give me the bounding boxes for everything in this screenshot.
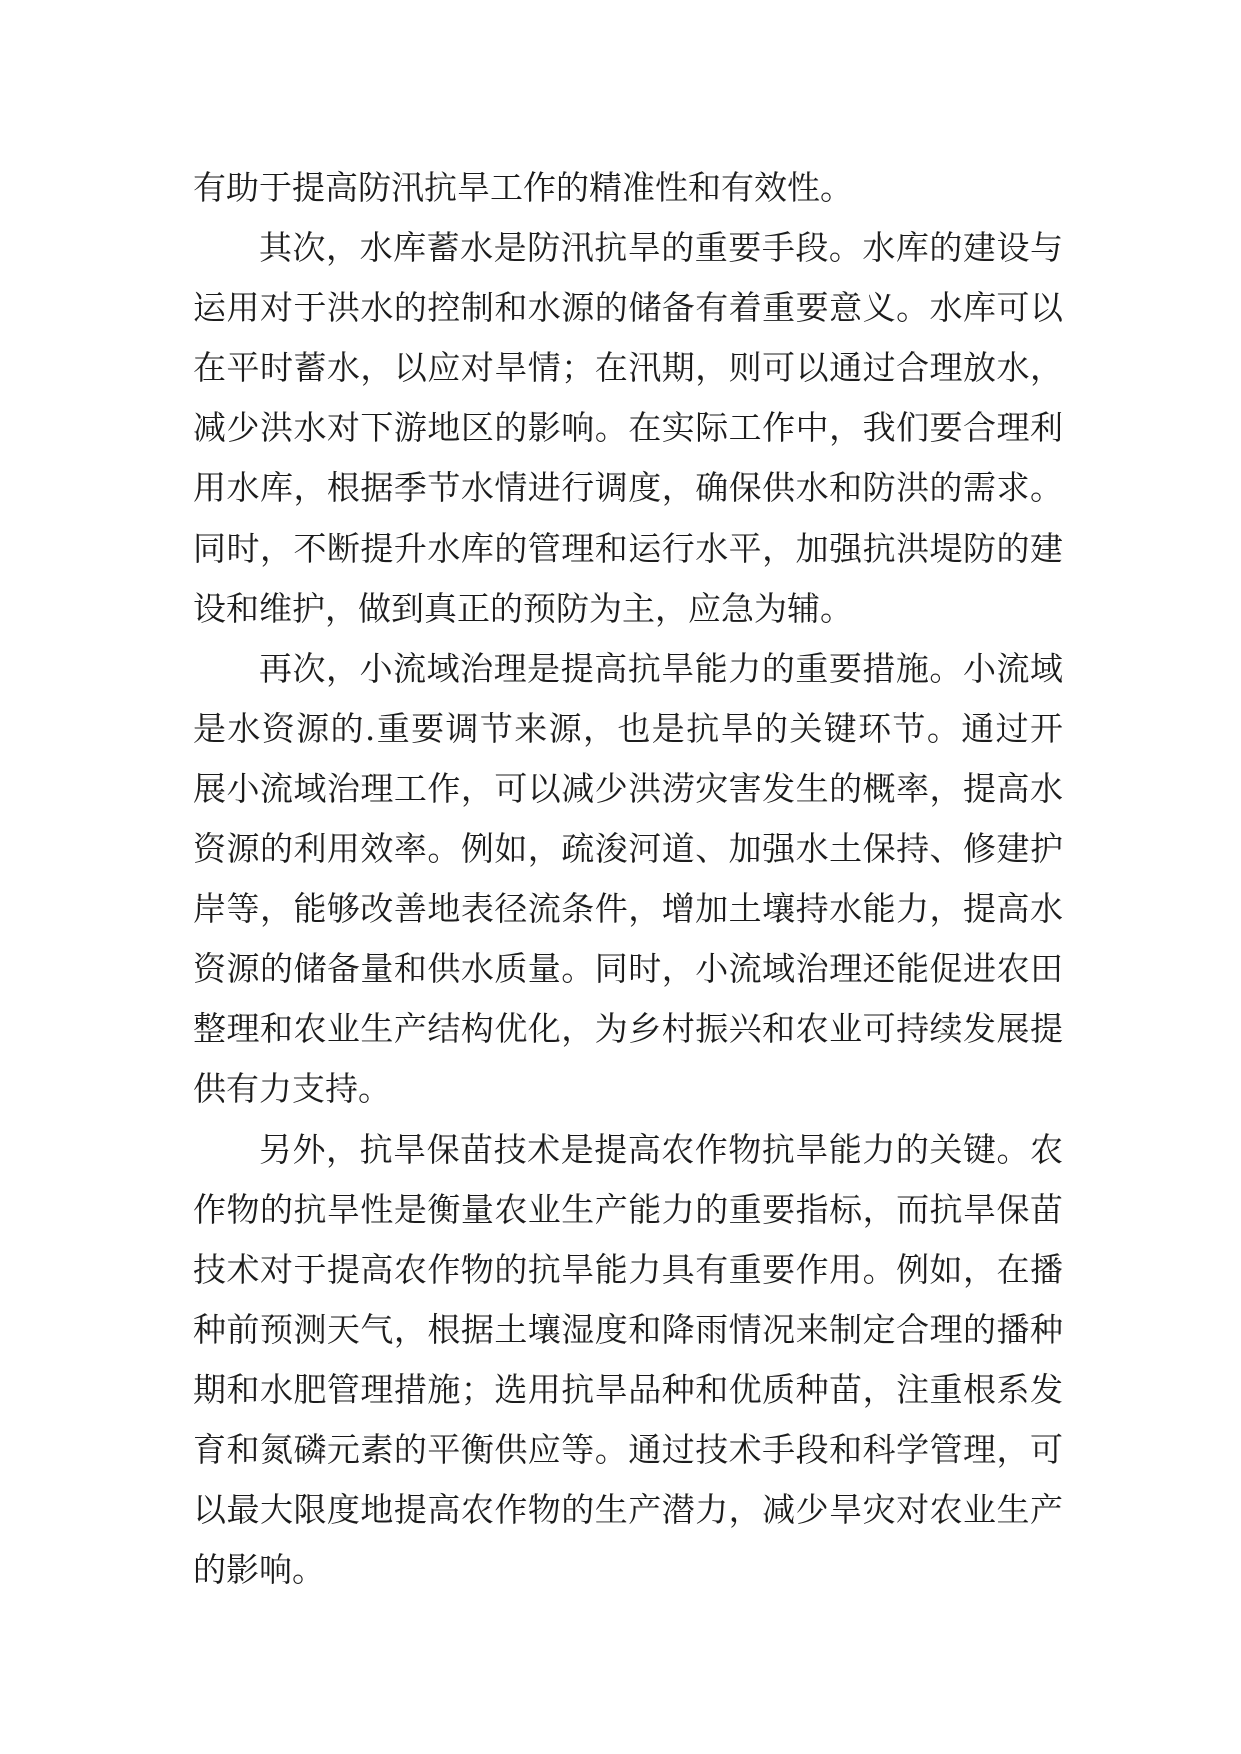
text-line: 有助于提高防汛抗旱工作的精准性和有效性。 <box>193 168 853 207</box>
text-line: 育和氮磷元素的平衡供应等。通过技术手段和科学管理，可 <box>193 1429 1063 1469</box>
paragraph-reservoir <box>193 218 1063 639</box>
paragraph-seedling <box>193 1120 1063 1601</box>
text-line: 的影响。 <box>193 1550 325 1590</box>
text-line: 资源的利用效率。例如，疏浚河道、加强水土保持、修建护 <box>193 829 1063 869</box>
text-line: 作物的抗旱性是衡量农业生产能力的重要指标，而抗旱保苗 <box>193 1189 1063 1229</box>
text-line: 运用对于洪水的控制和水源的储备有着重要意义。水库可以 <box>193 288 1063 328</box>
text-line: 技术对于提高农作物的抗旱能力具有重要作用。例如，在播 <box>193 1249 1063 1289</box>
text-line: 用水库，根据季节水情进行调度，确保供水和防洪的需求。 <box>193 468 1063 508</box>
body-text <box>193 158 1063 1600</box>
text-line: 另外，抗旱保苗技术是提高农作物抗旱能力的关键。农 <box>259 1129 1063 1169</box>
text-line: 岸等，能够改善地表径流条件，增加土壤持水能力，提高水 <box>193 889 1063 929</box>
text-line: 在平时蓄水，以应对旱情；在汛期，则可以通过合理放水， <box>193 348 1063 388</box>
text-line: 以最大限度地提高农作物的生产潜力，减少旱灾对农业生产 <box>193 1490 1063 1530</box>
paragraph-continuation <box>193 158 1063 218</box>
text-line: 供有力支持。 <box>193 1069 391 1109</box>
text-line: 期和水肥管理措施；选用抗旱品种和优质种苗，注重根系发 <box>193 1369 1063 1409</box>
paragraph-watershed <box>193 639 1063 1120</box>
text-line: 是水资源的.重要调节来源，也是抗旱的关键环节。通过开 <box>193 708 1063 748</box>
text-line: 其次，水库蓄水是防汛抗旱的重要手段。水库的建设与 <box>259 228 1063 268</box>
text-line: 同时，不断提升水库的管理和运行水平，加强抗洪堤防的建 <box>193 528 1063 568</box>
text-line: 设和维护，做到真正的预防为主，应急为辅。 <box>193 588 853 628</box>
text-line: 减少洪水对下游地区的影响。在实际工作中，我们要合理利 <box>193 408 1063 448</box>
text-line: 种前预测天气，根据土壤湿度和降雨情况来制定合理的播种 <box>193 1309 1063 1349</box>
text-line: 再次，小流域治理是提高抗旱能力的重要措施。小流域 <box>259 648 1063 688</box>
text-line: 整理和农业生产结构优化，为乡村振兴和农业可持续发展提 <box>193 1009 1063 1049</box>
text-line: 展小流域治理工作，可以减少洪涝灾害发生的概率，提高水 <box>193 768 1063 808</box>
text-line: 资源的储备量和供水质量。同时，小流域治理还能促进农田 <box>193 949 1063 989</box>
